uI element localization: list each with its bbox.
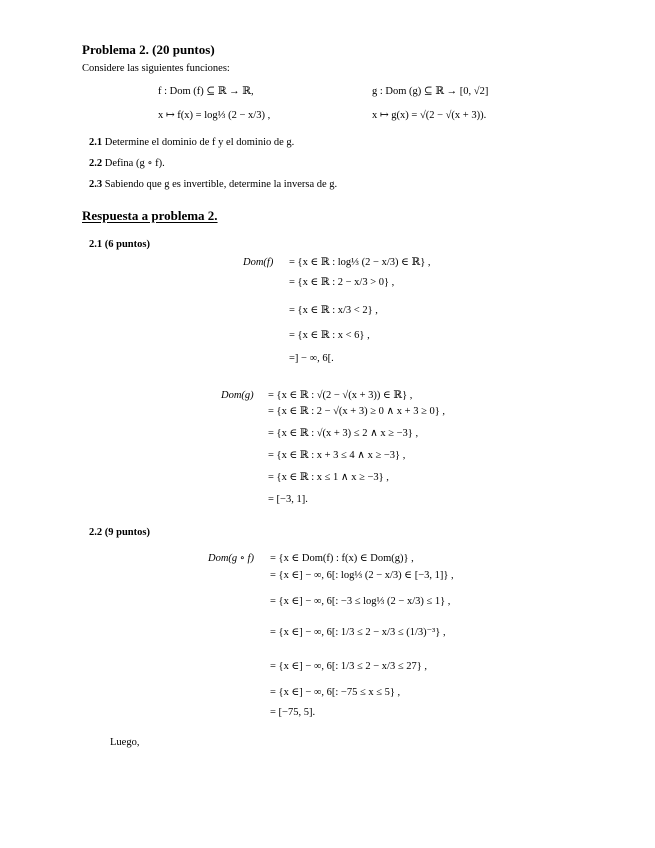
domf-step: = {x ∈ ℝ : 2 − x/3 > 0} , [289, 277, 395, 288]
domgf-step: = {x ∈] − ∞, 6[: log⅓ (2 − x/3) ∈ [−3, 1]} , [270, 570, 454, 581]
item-text: Defina (g ∘ f). [104, 158, 165, 169]
item-number: 2.1 [89, 137, 103, 148]
domg-step: = [−3, 1]. [268, 494, 308, 505]
domg-step: = {x ∈ ℝ : 2 − √(x + 3) ≥ 0 ∧ x + 3 ≥ 0} , [268, 406, 446, 417]
problem-heading: Problema 2. (20 puntos) [82, 42, 215, 57]
domg-step: = {x ∈ ℝ : x + 3 ≤ 4 ∧ x ≥ −3} , [268, 450, 406, 461]
f-domain-line: f : Dom (f) ⊆ ℝ → ℝ, [158, 86, 254, 97]
problem-item [89, 138, 294, 149]
item-number: 2.3 [89, 179, 103, 190]
item-text: Determine el dominio de f y el dominio de g. [104, 137, 295, 148]
domf-step: = {x ∈ ℝ : x/3 < 2} , [289, 305, 378, 316]
item-number: 2.2 [89, 158, 103, 169]
domg-step: = {x ∈ ℝ : √(x + 3) ≤ 2 ∧ x ≥ −3} , [268, 428, 419, 439]
g-rule-line: x ↦ g(x) = √(2 − √(x + 3)). [372, 110, 487, 121]
domgf-lhs: Dom(g ∘ f) [208, 553, 254, 564]
problem-item [89, 180, 337, 191]
domf-step: = {x ∈ ℝ : x < 6} , [289, 330, 370, 341]
part2-label: 2.2 (9 puntos) [89, 527, 150, 538]
part1-label: 2.1 (6 puntos) [89, 239, 150, 250]
domgf-step: = {x ∈ Dom(f) : f(x) ∈ Dom(g)} , [270, 553, 414, 564]
domgf-step: = [−75, 5]. [270, 707, 316, 718]
domf-step: =] − ∞, 6[. [289, 353, 334, 364]
domgf-step: = {x ∈] − ∞, 6[: 1/3 ≤ 2 − x/3 ≤ (1/3)⁻³} , [270, 627, 446, 638]
answer-heading: Respuesta a problema 2. [82, 208, 218, 223]
problem-item [89, 159, 165, 170]
problem-intro: Considere las siguientes funciones: [82, 63, 230, 74]
domg-step: = {x ∈ ℝ : x ≤ 1 ∧ x ≥ −3} , [268, 472, 389, 483]
g-domain-line: g : Dom (g) ⊆ ℝ → [0, √2] [372, 86, 489, 97]
item-text: Sabiendo que g es invertible, determine la inversa de g. [104, 179, 338, 190]
f-rule-line: x ↦ f(x) = log⅓ (2 − x/3) , [158, 110, 271, 121]
domgf-step: = {x ∈] − ∞, 6[: 1/3 ≤ 2 − x/3 ≤ 27} , [270, 661, 427, 672]
domg-lhs: Dom(g) [221, 390, 254, 401]
domf-step: = {x ∈ ℝ : log⅓ (2 − x/3) ∈ ℝ} , [289, 257, 431, 268]
domgf-step: = {x ∈] − ∞, 6[: −3 ≤ log⅓ (2 − x/3) ≤ 1} , [270, 596, 451, 607]
domg-step: = {x ∈ ℝ : √(2 − √(x + 3)) ∈ ℝ} , [268, 390, 413, 401]
domgf-step: = {x ∈] − ∞, 6[: −75 ≤ x ≤ 5} , [270, 687, 401, 698]
domf-lhs: Dom(f) [243, 257, 274, 268]
luego-text: Luego, [110, 737, 140, 748]
